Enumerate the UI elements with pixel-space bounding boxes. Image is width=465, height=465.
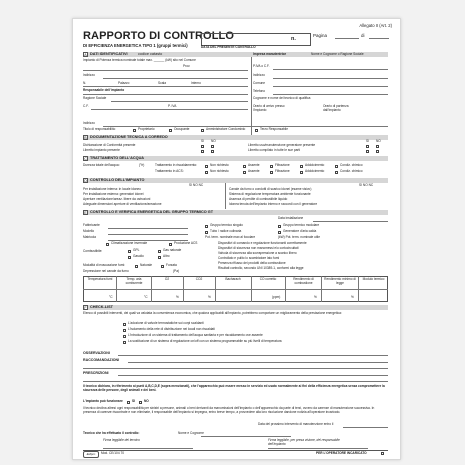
fuel-checkbox-2[interactable] xyxy=(158,250,161,253)
responsabile-label: Responsabile dell'impianto xyxy=(83,88,125,92)
control-date-label: DATA DEL PRESENTE CONTROLLO xyxy=(201,45,256,49)
fuel-checkbox-1[interactable] xyxy=(128,256,131,259)
acs-checkbox-3[interactable] xyxy=(300,171,303,174)
titolo-checkbox-2[interactable] xyxy=(201,129,204,132)
evac-checkbox-1[interactable] xyxy=(161,265,164,268)
tubo-checkbox[interactable] xyxy=(205,231,208,234)
tecnico-label: Tecnico che ha effettuato il controllo: xyxy=(83,431,140,435)
form-title: RAPPORTO DI CONTROLLO xyxy=(83,30,235,42)
titolo-checkbox-0[interactable] xyxy=(133,129,136,132)
section-d-header: D CONTROLLO DELL'IMPIANTO xyxy=(83,178,388,183)
section-a-header: A DATI IDENTIFICATIVI codice catasto xyxy=(83,52,388,57)
responsabilita-text: Il tecnico declina altresì ogni responsabilità per sinistri a persone, animali o beni derivanti da manomissioni dell'impianto o dell'apparecchio da parte di terzi, ovvero da carenze di manutenzione successiva. In presenza di carenze riscontrate e non eliminate, il responsabile dell'impianto si impegna, entro breve tempo, a provvedere alla loro risoluzione dandone notizia all'operatore incaricato. xyxy=(83,406,375,414)
fuel-checkbox-3[interactable] xyxy=(158,256,161,259)
section-f-header: F CHECK-LIST xyxy=(83,305,388,310)
titolo-checkbox-3[interactable] xyxy=(255,129,258,132)
risc-checkbox-3[interactable] xyxy=(300,165,303,168)
form-subtitle: DI EFFICIENZA ENERGETICA TIPO 1 (gruppi termici) xyxy=(83,43,188,48)
acs-checkbox-0[interactable] xyxy=(205,171,208,174)
checklist-checkbox-2[interactable] xyxy=(123,335,126,338)
gt-modulare-checkbox[interactable] xyxy=(278,225,281,228)
model-code: Mod. CE/104 70 xyxy=(101,451,125,455)
b-checkbox[interactable] xyxy=(211,150,214,153)
checklist-checkbox-3[interactable] xyxy=(123,341,126,344)
edipro-logo: Edipro xyxy=(83,451,99,458)
section-b-header: B DOCUMENTAZIONE TECNICA A CORREDO xyxy=(83,135,388,140)
dichiarazione-text: Il tecnico dichiara, in riferimento ai punti A,B,C,D,E (sopra menzionati), che l'apparecchio può essere messo in servizio ed usato normalmente ai fini della efficienza energetica senza compromettere la sicurezza delle persone, degli animali e dei beni. xyxy=(83,384,385,392)
b-checkbox[interactable] xyxy=(211,145,214,148)
risc-checkbox-4[interactable] xyxy=(335,165,338,168)
evac-checkbox-0[interactable] xyxy=(135,265,138,268)
impresa-label: Impresa manutentrice xyxy=(253,52,287,56)
acs-checkbox-2[interactable] xyxy=(270,171,273,174)
osservazioni-label: OSSERVAZIONI xyxy=(83,351,110,355)
number-label: n. xyxy=(291,36,296,42)
titolo-label: Titolo di responsabilità: xyxy=(83,127,116,131)
clim-checkbox[interactable] xyxy=(106,243,109,246)
risc-checkbox-0[interactable] xyxy=(205,165,208,168)
b-checkbox[interactable] xyxy=(376,150,379,153)
page-of-label: di xyxy=(361,33,365,38)
section-e-header: E CONTROLLO E VERIFICA ENERGETICA DEL GRUPPO TERMICO GT xyxy=(83,210,388,215)
impianto-label: Impianto di Potenza termica nominale totale max. ______ (kW) sito nel Comune xyxy=(83,58,196,62)
allegato-label: Allegato II (Art. 2) xyxy=(359,23,392,28)
checklist-checkbox-0[interactable] xyxy=(123,323,126,326)
funziona-no-checkbox[interactable] xyxy=(139,401,142,404)
section-c-header: C TRATTAMENTO DELL'ACQUA xyxy=(83,156,388,161)
gt-singolo-checkbox[interactable] xyxy=(205,225,208,228)
form-page: Allegato II (Art. 2) RAPPORTO DI CONTROLLO DI EFFICIENZA ENERGETICA TIPO 1 (gruppi termici) n. Pagina di DATA DEL PRESENTE CONTROLLO A DATI IDENTIFICATIVI codice catasto Impresa manutentrice Nome e Cognome o Ragione Sociale Impianto di Potenza termica nominale totale max. ______ (kW) sito nel Comune Prov. P.IVA o C.F. Indirizzo Indirizzo N. Palazzo Scala Interno Comune Responsabile dell'impianto Telefono Ragione Sociale Cognome e nome del tecnico di qualifica C.F. P. IVA Orario di arrivo presso l'impianto Orario di partenza dall'impianto Indirizzo Titolo di responsabilità: Proprietario Occupante Amministratore Condominio Terzo Responsabile B DOCUMENTAZIONE TECNICA A CORREDO SI NO SI NO Dichiarazione di Conformità presente Libretto impianto presente Libretto uso/manutenzione generatore presente Libretto compilato in tutte le sue parti C TRATTAMENTO DELL'ACQUA Durezza totale dell'acqua: (°fr) Trattamento in riscaldamento: Trattamento in ACS: Non richiesto Assente Filtrazione Addolcimento Condiz. chimico Non richiesto Assente Filtrazione Addolcimento Condiz. chimico D CONTROLLO DELL'IMPIANTO SI NO NC SI NO NC Per installazione interna: in locale idoneo Per installazione esterna: generatori idonei Aperture ventilazione/areaz. libere da ostruzioni Adeguate dimensioni aperture di ventilazione/areazione Canale da fumo o condotti di scarico idonei (esame visivo) Sistema di regolazione temperatura ambiente funzionante Assenza di perdite di combustibile liquido Idonea tenuta dell'impianto interno e raccordi con il generatore E CONTROLLO E VERIFICA ENERGETICA DEL GRUPPO TERMICO GT Data installazione Fabbricante Modello Matricola Gruppo termico singolo Tubo / radice culinaria Pot. term. nominale max al focolare Gruppo termico modulare Generatore d'aria calda (kW) Pot. term. nominale utile Climatizzazione invernale Produzione ACS Combustibile: GPL Gasolio Gas naturale Altro Modalità di evacuazione fumi: Naturale Forzata Depressione nel canale da fumo (Pa) Dispositivi di comando e regolazione funzionanti correttamente Dispositivi di sicurezza non manomessi e/o cortocircuitati Valvola di sicurezza alla sovrapressione a scarico libero Controllato e pulito lo scambiatore lato fumi Presenza riflusso dei prodotti della combustione Risultati controllo, secondo UNI 10389-1, conformi alla legge Temperatura fumi Temp. aria comburente O2 CO2 Bacharach CO corretto Rendimento di combustione Rendimento minimo di legge Modulo termico °C °C % % (ppm) % % F CHECK-LIST Elenco di possibili interventi, dei quali va valutata la convenienza economica, che qualora applicabili all'impianto, potrebbero comportare un miglioramento della prestazione energetica: L'adozione di valvole termostatiche sui corpi scaldanti L'isolamento della rete di distribuzione nei locali non riscaldati L'introduzione di un sistema di trattamento dell'acqua sanitaria e per riscaldamento ove assente La sostituzione di un sistema di regolazione on/off con un sistema programmabile su più livelli di temperatura OSSERVAZIONI RACCOMANDAZIONI PRESCRIZIONI Il tecnico dichiara, in riferimento ai punti A,B,C,D,E (sopra menzionati), che l'apparecchio può essere messo in servizio ed usato normalmente ai fini della efficienza energetica senza compromettere la sicurezza delle persone, degli animali e dei beni. L'impianto può funzionare SI NO Il tecnico declina altresì ogni responsabilità per sinistri a persone, animali o beni derivanti da manomissioni dell'impianto o dell'apparecchio da parte di terzi, ovvero da carenze di manutenzione successiva. In presenza di carenze riscontrate e non eliminate, il responsabile dell'impianto si impegna, entro breve tempo, a provvedere alla loro risoluzione dandone notizia all'operatore incaricato. Data del prossimo intervento di manutenzione entro il Tecnico che ha effettuato il controllo: Nome e Cognome Firma leggibile del tecnico Firma leggibile, per presa visione, del responsabile dell'impianto Edipro Mod. CE/104 70 PER L'OPERATORE INCARICATO xyxy=(72,18,401,460)
impresa-hint: Nome e Cognome o Ragione Sociale xyxy=(311,52,364,56)
risc-checkbox-2[interactable] xyxy=(270,165,273,168)
b-checkbox[interactable] xyxy=(366,145,369,148)
b-checkbox[interactable] xyxy=(201,145,204,148)
prescrizioni-label: PRESCRIZIONI xyxy=(83,371,109,375)
fuel-checkbox-0[interactable] xyxy=(128,250,131,253)
b-checkbox[interactable] xyxy=(201,150,204,153)
b-checkbox[interactable] xyxy=(376,145,379,148)
raccomandazioni-label: RACCOMANDAZIONI xyxy=(83,358,120,362)
funziona-si-checkbox[interactable] xyxy=(127,401,130,404)
checklist-checkbox-1[interactable] xyxy=(123,329,126,332)
puo-funzionare-label: L'impianto può funzionare xyxy=(83,399,123,403)
acs-checkbox-4[interactable] xyxy=(335,171,338,174)
acs-prod-checkbox[interactable] xyxy=(169,243,172,246)
copy-box xyxy=(381,452,384,455)
acs-checkbox-1[interactable] xyxy=(243,171,246,174)
page-label: Pagina xyxy=(313,33,328,38)
firma-tecnico-label: Firma leggibile del tecnico xyxy=(103,438,140,442)
risc-checkbox-1[interactable] xyxy=(243,165,246,168)
aria-calda-checkbox[interactable] xyxy=(278,231,281,234)
b-checkbox[interactable] xyxy=(366,150,369,153)
titolo-checkbox-1[interactable] xyxy=(169,129,172,132)
copy-label: PER L'OPERATORE INCARICATO xyxy=(316,451,367,455)
firma-responsabile-label: Firma leggibile, per presa visione, del responsabile dell'impianto xyxy=(268,438,340,446)
